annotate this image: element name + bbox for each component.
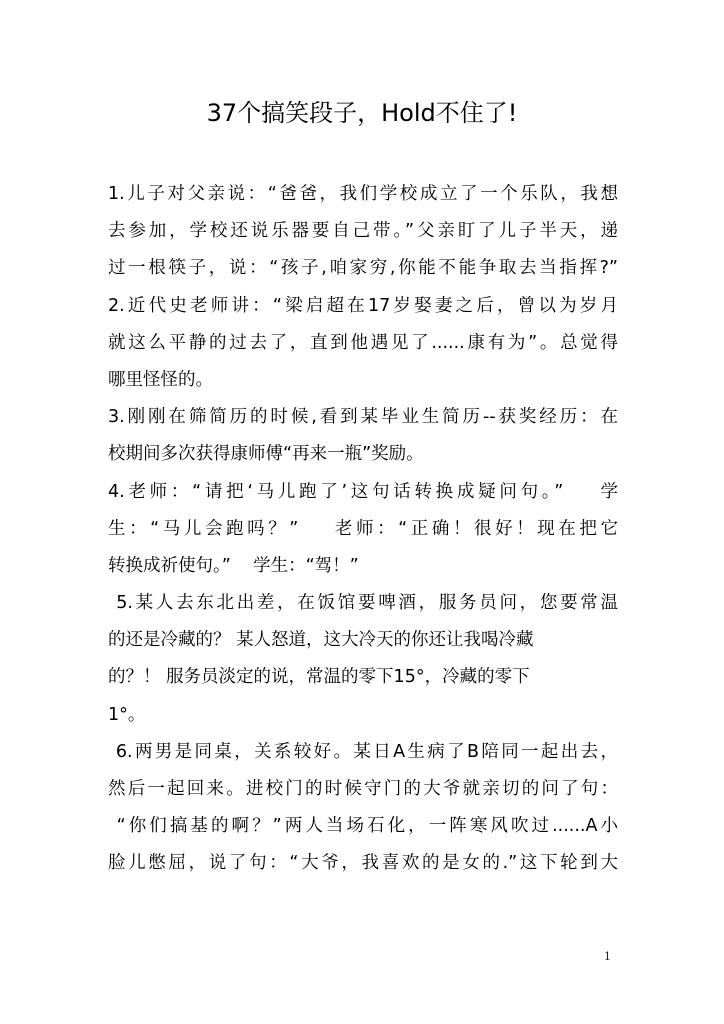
document-body — [108, 176, 618, 883]
text-line: 去参加，学校还说乐器要自己带。”父亲盯了儿子半天，递 — [108, 221, 618, 242]
text-line: 3.刚刚在筛简历的时候,看到某毕业生简历--获奖经历：在 — [108, 407, 618, 428]
text-line: 2.近代史老师讲：“梁启超在17岁娶妻之后，曾以为岁月 — [108, 295, 618, 316]
text-line: 过一根筷子，说：“孩子,咱家穷,你能不能争取去当指挥?” — [108, 258, 618, 279]
page-number: 1 — [604, 950, 611, 963]
text-line: 生：“马儿会跑吗？” 老师：“正确！很好！现在把它 — [108, 518, 618, 539]
text-line: 5.某人去东北出差，在饭馆要啤酒，服务员问，您要常温 — [108, 593, 618, 614]
text-line: 校期间多次获得康师傅“再来一瓶”奖励。 — [108, 444, 424, 465]
text-line: 脸儿憋屈，说了句：“大爷，我喜欢的是女的.”这下轮到大 — [108, 853, 618, 874]
text-line: 的还是冷藏的？ 某人怒道，这大冷天的你还让我喝冷藏 — [108, 630, 534, 651]
text-line: 就这么平静的过去了，直到他遇见了......康有为”。总觉得 — [108, 332, 618, 353]
document-title: 37个搞笑段子，Hold不住了! — [206, 99, 518, 127]
text-line: 1°。 — [108, 704, 146, 725]
text-line: 哪里怪怪的。 — [108, 369, 213, 390]
text-line: 4.老师：“请把‘马儿跑了’这句话转换成疑问句。” 学 — [108, 481, 618, 502]
text-line: 6.两男是同桌，关系较好。某日A生病了B陪同一起出去， — [108, 741, 618, 762]
text-line: 的？！ 服务员淡定的说，常温的零下15°，冷藏的零下 — [108, 667, 530, 688]
text-line: 转换成祈使句。” 学生：“驾！” — [108, 555, 359, 576]
text-line: 然后一起回来。进校门的时候守门的大爷就亲切的问了句： — [108, 779, 618, 799]
text-line: “你们搞基的啊？”两人当场石化，一阵寒风吹过......A小 — [108, 816, 618, 837]
text-line: 1.儿子对父亲说：“爸爸，我们学校成立了一个乐队，我想 — [108, 184, 618, 204]
